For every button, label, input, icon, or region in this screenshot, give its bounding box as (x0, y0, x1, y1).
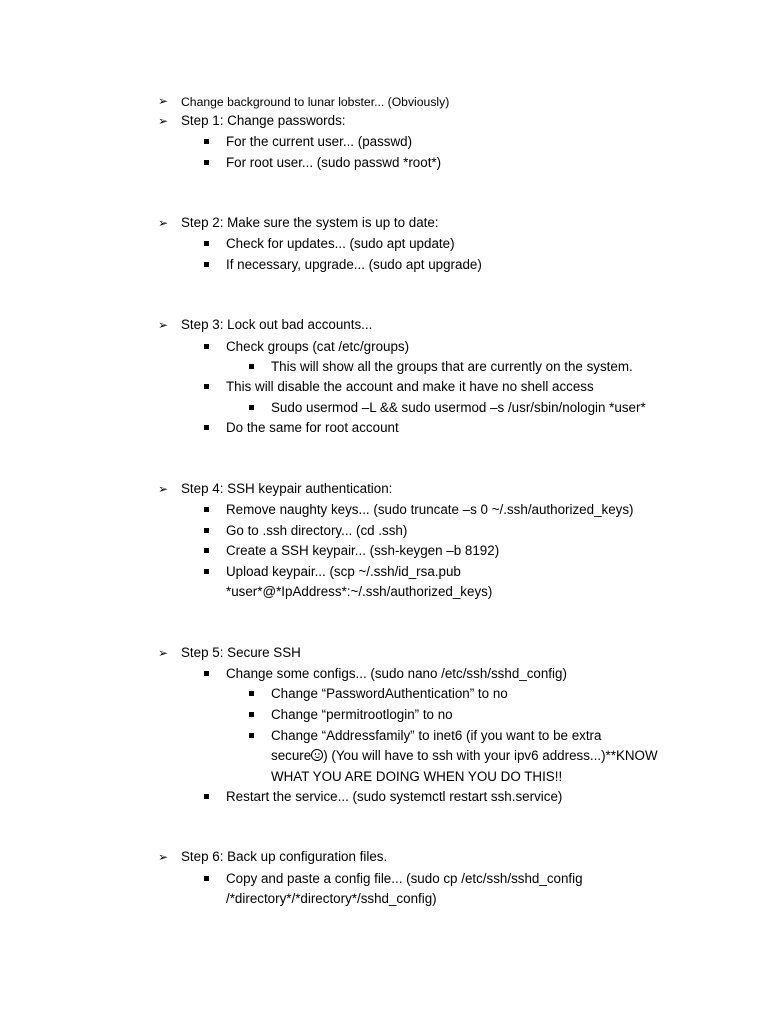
step5-restart: Restart the service... (sudo systemctl restart ssh.service) (226, 789, 563, 804)
step5-subitem-line2 (271, 746, 658, 766)
square-bullet-icon (204, 262, 209, 267)
step5-subitem: Change “permitrootlogin” to no (271, 707, 453, 722)
step5-ipv6-text: ) (You will have to ssh with your ipv6 address...)**KNOW (323, 748, 658, 763)
arrow-bullet-icon: ➢ (158, 850, 169, 864)
step1-item: For root user... (sudo passwd *root*) (226, 155, 442, 170)
square-bullet-icon (249, 733, 254, 738)
arrow-bullet-icon: ➢ (158, 94, 169, 108)
step5-config: Change some configs... (sudo nano /etc/ssh/sshd_config) (226, 666, 567, 681)
step2-item: If necessary, upgrade... (sudo apt upgrade) (226, 257, 482, 272)
step4-item: Remove naughty keys... (sudo truncate –s 0 ~/.ssh/authorized_keys) (226, 502, 634, 517)
square-bullet-icon (204, 548, 209, 553)
square-bullet-icon (249, 364, 254, 369)
step5-subitem-line3: WHAT YOU ARE DOING WHEN YOU DO THIS!! (271, 769, 563, 784)
square-bullet-icon (204, 794, 209, 799)
step3-subitem: This will show all the groups that are currently on the system. (271, 359, 633, 374)
square-bullet-icon (204, 671, 209, 676)
step1-title: Step 1: Change passwords: (181, 113, 346, 128)
square-bullet-icon (204, 139, 209, 144)
arrow-bullet-icon: ➢ (158, 646, 169, 660)
step2-item: Check for updates... (sudo apt update) (226, 236, 455, 251)
step3-item: Do the same for root account (226, 420, 399, 435)
step5-subitem: Change “PasswordAuthentication” to no (271, 686, 508, 701)
arrow-bullet-icon: ➢ (158, 114, 169, 128)
arrow-bullet-icon: ➢ (158, 482, 169, 496)
step3-item: This will disable the account and make it have no shell access (226, 379, 594, 394)
square-bullet-icon (204, 160, 209, 165)
step6-title: Step 6: Back up configuration files. (181, 849, 388, 864)
step5-subitem-line1: Change “Addressfamily” to inet6 (if you want to be extra (271, 728, 602, 743)
step3-title: Step 3: Lock out bad accounts... (181, 317, 373, 332)
arrow-bullet-icon: ➢ (158, 318, 169, 332)
step5-title: Step 5: Secure SSH (181, 645, 301, 660)
step1-item: For the current user... (passwd) (226, 134, 413, 149)
step5-secure-text: secure (271, 748, 312, 763)
step4-item: Go to .ssh directory... (cd .ssh) (226, 523, 408, 538)
step4-item: Create a SSH keypair... (ssh-keygen –b 8192) (226, 543, 500, 558)
square-bullet-icon (204, 344, 209, 349)
step4-upload-line2: *user*@*IpAddress*:~/.ssh/authorized_keys) (226, 584, 493, 599)
step2-title: Step 2: Make sure the system is up to date: (181, 215, 439, 230)
square-bullet-icon (204, 507, 209, 512)
square-bullet-icon (249, 405, 254, 410)
square-bullet-icon (249, 691, 254, 696)
arrow-bullet-icon: ➢ (158, 216, 169, 230)
square-bullet-icon (249, 712, 254, 717)
square-bullet-icon (204, 425, 209, 430)
step6-copy-line1: Copy and paste a config file... (sudo cp /etc/ssh/sshd_config (226, 871, 583, 886)
square-bullet-icon (204, 876, 209, 881)
step4-title: Step 4: SSH keypair authentication: (181, 481, 393, 496)
intro-text: Change background to lunar lobster... (Obviously) (181, 95, 450, 109)
square-bullet-icon (204, 384, 209, 389)
step4-upload-line1: Upload keypair... (scp ~/.ssh/id_rsa.pub (226, 564, 461, 579)
square-bullet-icon (204, 528, 209, 533)
step3-item: Check groups (cat /etc/groups) (226, 339, 410, 354)
square-bullet-icon (204, 569, 209, 574)
square-bullet-icon (204, 241, 209, 246)
smiley-icon (311, 749, 323, 761)
step6-copy-line2: /*directory*/*directory*/sshd_config) (226, 891, 437, 906)
step3-subitem: Sudo usermod –L && sudo usermod –s /usr/sbin/nologin *user* (271, 400, 646, 415)
